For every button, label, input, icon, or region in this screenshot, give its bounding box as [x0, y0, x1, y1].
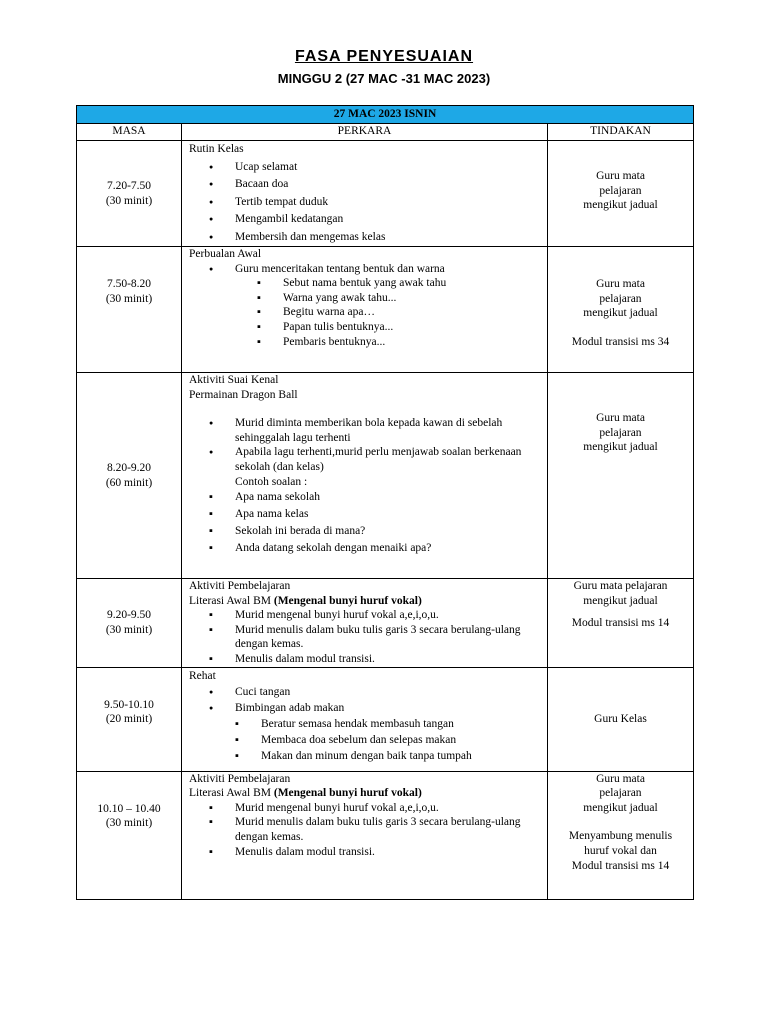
- activity-subtitle: Permainan Dragon Ball: [189, 388, 298, 401]
- column-header-perkara: PERKARA: [182, 124, 548, 141]
- action-line: Guru mata pelajaran: [573, 580, 668, 592]
- activity-list: [189, 416, 543, 489]
- action-cell: [548, 373, 694, 579]
- action-line: pelajaran: [599, 184, 642, 197]
- duration: (60 minit): [105, 476, 153, 489]
- list-item: ● Cuci tangan: [209, 684, 543, 700]
- list-item: [209, 262, 543, 350]
- list-item: ▪ Menulis dalam modul transisi.: [209, 845, 543, 860]
- action-cell: [548, 141, 694, 247]
- action-line: Guru mata: [596, 772, 645, 785]
- example-label: Contoh soalan :: [235, 475, 308, 488]
- time-range: 7.50-8.20: [106, 278, 152, 290]
- activity-subject: [189, 594, 543, 609]
- document-subtitle: MINGGU 2 (27 MAC -31 MAC 2023): [277, 71, 491, 86]
- list-item: ▪ Anda datang sekolah dengan menaiki apa?: [209, 540, 543, 557]
- activity-title: Perbualan Awal: [189, 248, 262, 260]
- list-item-text: Bimbingan adab makan: [235, 701, 345, 714]
- action-line: Guru mata: [596, 278, 645, 290]
- action-line: pelajaran: [599, 292, 642, 305]
- list-item: ▪ Apa nama sekolah: [209, 489, 543, 506]
- table-row: [77, 247, 694, 373]
- subject-name: Literasi Awal BM: [189, 594, 271, 607]
- action-line: mengikut jadual: [583, 801, 658, 814]
- question-list: [189, 489, 543, 557]
- action-line: pelajaran: [599, 426, 642, 439]
- table-row: [77, 373, 694, 579]
- activity-cell: [182, 247, 548, 373]
- table-row: [77, 771, 694, 899]
- action-line: mengikut jadual: [583, 594, 658, 607]
- table-row: [77, 141, 694, 247]
- sub-list: [235, 716, 543, 764]
- sub-list-item: ▪ Beratur semasa hendak membasuh tangan: [235, 716, 543, 732]
- sub-list-item: ▪ Makan dan minum dengan baik tanpa tumpah: [235, 748, 543, 764]
- action-line: Guru mata: [596, 170, 645, 182]
- time-cell: [77, 141, 182, 247]
- table-row: [77, 667, 694, 771]
- action-note: huruf vokal dan: [584, 844, 657, 857]
- list-item: ● Mengambil kedatangan: [209, 211, 543, 229]
- activity-subject: [189, 786, 543, 801]
- list-item: ▪ Murid menulis dalam buku tulis garis 3 secara berulang-ulang dengan kemas.: [209, 623, 543, 652]
- sub-list: [235, 276, 543, 349]
- action-line: Guru Kelas: [594, 712, 647, 725]
- action-note: Menyambung menulis: [568, 830, 673, 843]
- activity-cell: [182, 579, 548, 668]
- action-cell: [548, 247, 694, 373]
- list-item: ▪ Murid menulis dalam buku tulis garis 3 secara berulang-ulang dengan kemas.: [209, 815, 543, 844]
- list-item-text: Apabila lagu terhenti,murid perlu menjawab soalan berkenaan sekolah (dan kelas): [235, 446, 522, 473]
- activity-title: Aktiviti Pembelajaran: [189, 772, 291, 785]
- action-cell: [548, 771, 694, 899]
- subject-name: Literasi Awal BM: [189, 787, 271, 800]
- activity-title: Aktiviti Suai Kenal: [189, 374, 279, 386]
- activity-list: [189, 801, 543, 859]
- list-item: ▪ Murid mengenal bunyi huruf vokal a,e,i,o,u.: [209, 608, 543, 623]
- time-range: 10.10 – 10.40: [97, 802, 161, 815]
- list-item: ● Membersih dan mengemas kelas: [209, 229, 543, 247]
- action-cell: [548, 667, 694, 771]
- column-header-masa: MASA: [77, 124, 182, 141]
- activity-title: Rutin Kelas: [189, 143, 244, 155]
- schedule-table: [76, 105, 694, 900]
- duration: (30 minit): [105, 623, 153, 636]
- list-item: ● Tertib tempat duduk: [209, 194, 543, 212]
- activity-cell: [182, 667, 548, 771]
- list-item: ▪ Menulis dalam modul transisi.: [209, 652, 543, 667]
- action-note: Modul transisi ms 14: [571, 859, 670, 872]
- time-range: 8.20-9.20: [106, 461, 152, 474]
- document-title: FASA PENYESUAIAN: [294, 48, 474, 65]
- list-item: [209, 445, 543, 489]
- time-cell: [77, 771, 182, 899]
- sub-list-item: ▪ Begitu warna apa…: [257, 305, 543, 320]
- duration: (20 minit): [105, 713, 153, 726]
- activity-list: [189, 608, 543, 666]
- list-item: [209, 700, 543, 764]
- duration: (30 minit): [105, 292, 153, 305]
- activity-cell: [182, 771, 548, 899]
- table-row: [77, 579, 694, 668]
- sub-list-item: ▪ Pembaris bentuknya...: [257, 335, 543, 350]
- list-item: ▪ Sekolah ini berada di mana?: [209, 523, 543, 540]
- duration: (30 minit): [105, 194, 153, 207]
- day-header: 27 MAC 2023 ISNIN: [77, 106, 694, 124]
- action-note: Modul transisi ms 34: [571, 335, 670, 348]
- sub-list-item: ▪ Sebut nama bentuk yang awak tahu: [257, 276, 543, 291]
- list-item: ● Ucap selamat: [209, 159, 543, 177]
- activity-list: [189, 684, 543, 764]
- activity-title: Aktiviti Pembelajaran: [189, 580, 291, 592]
- subject-topic: (Mengenal bunyi huruf vokal): [273, 594, 422, 607]
- time-cell: [77, 373, 182, 579]
- action-line: Guru mata: [596, 412, 645, 424]
- time-cell: [77, 579, 182, 668]
- activity-cell: [182, 141, 548, 247]
- time-range: 9.20-9.50: [106, 609, 152, 622]
- activity-list: [189, 159, 543, 247]
- action-line: mengikut jadual: [583, 441, 658, 454]
- time-range: 7.20-7.50: [106, 179, 152, 192]
- activity-title: Rehat: [189, 669, 216, 682]
- action-note: Modul transisi ms 14: [571, 617, 670, 630]
- subject-topic: (Mengenal bunyi huruf vokal): [273, 787, 422, 800]
- action-cell: [548, 579, 694, 668]
- activity-list: [189, 262, 543, 350]
- action-line: mengikut jadual: [583, 307, 658, 320]
- list-item: ▪ Murid mengenal bunyi huruf vokal a,e,i,o,u.: [209, 801, 543, 816]
- action-line: mengikut jadual: [583, 199, 658, 212]
- time-range: 9.50-10.10: [104, 698, 154, 711]
- list-item: ● Murid diminta memberikan bola kepada kawan di sebelah sehinggalah lagu terhenti: [209, 416, 543, 445]
- sub-list-item: ▪ Membaca doa sebelum dan selepas makan: [235, 732, 543, 748]
- list-item: ● Bacaan doa: [209, 176, 543, 194]
- action-line: pelajaran: [599, 787, 642, 800]
- time-cell: [77, 667, 182, 771]
- list-item-text: Guru menceritakan tentang bentuk dan warna: [235, 262, 445, 275]
- sub-list-item: ▪ Papan tulis bentuknya...: [257, 320, 543, 335]
- column-header-tindakan: TINDAKAN: [548, 124, 694, 141]
- duration: (30 minit): [105, 817, 153, 830]
- time-cell: [77, 247, 182, 373]
- sub-list-item: ▪ Warna yang awak tahu...: [257, 291, 543, 306]
- activity-cell: [182, 373, 548, 579]
- list-item: ▪ Apa nama kelas: [209, 506, 543, 523]
